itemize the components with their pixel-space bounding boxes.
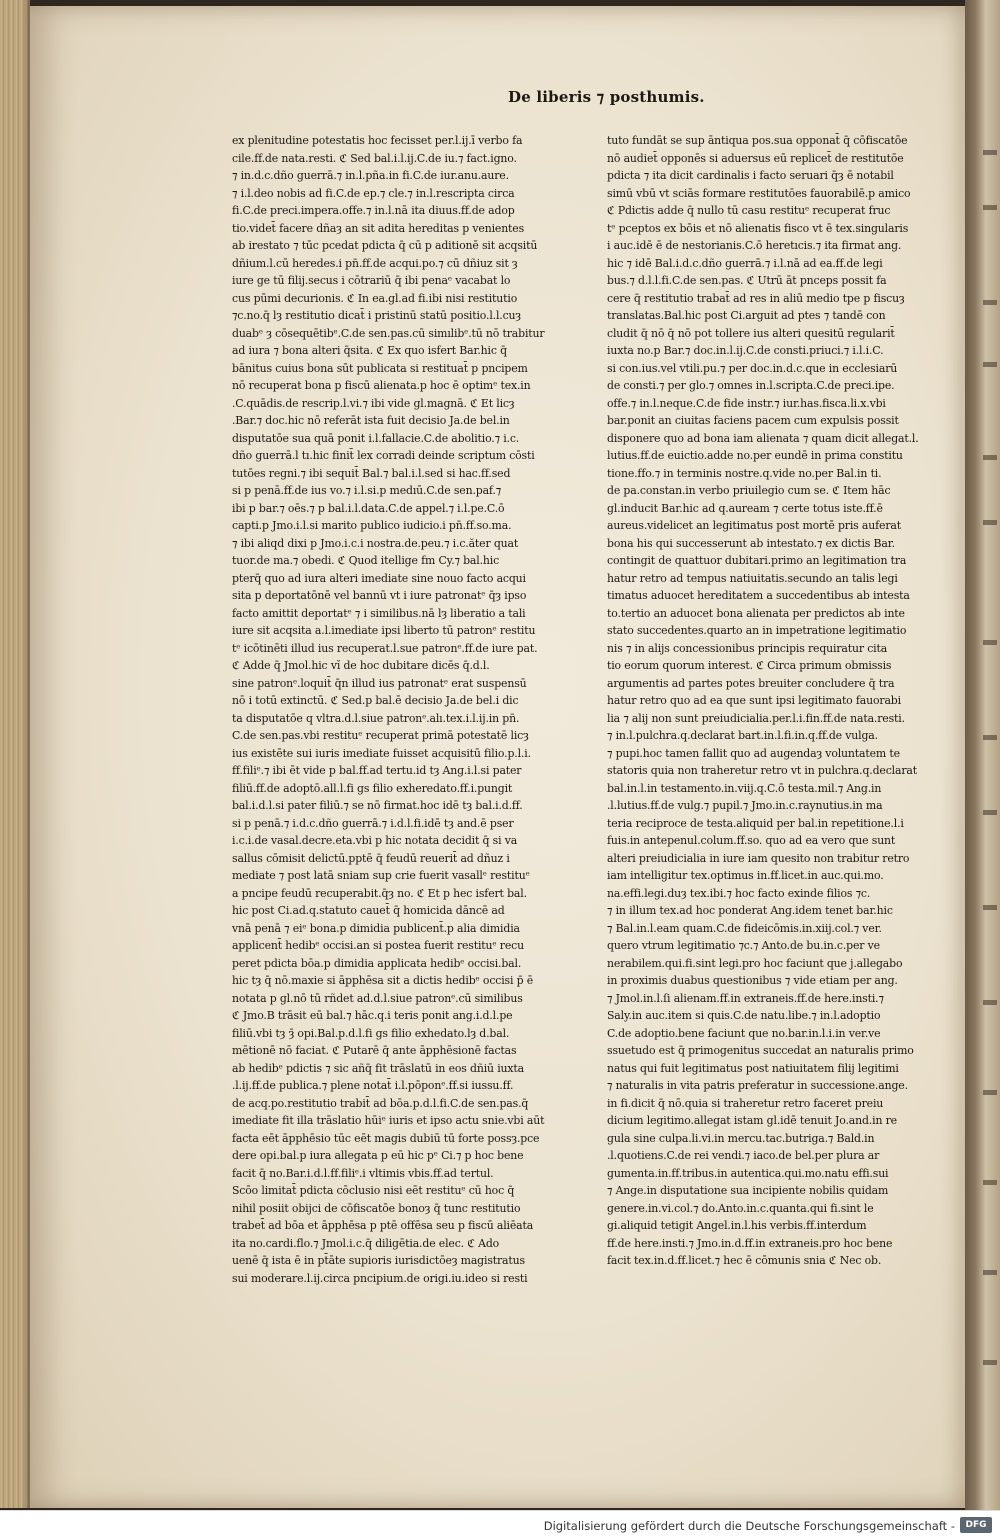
text-line: dere opi.bal.p iura allegata p eū hic pᵉ Ci.⁊ p hoc bene xyxy=(232,1149,524,1162)
text-line: capti.p Jmo.i.l.si marito publico iudicio.i pn̄.ff.so.ma. xyxy=(232,519,512,532)
text-line: contingit de quattuor dubitari.primo an legitimation tra xyxy=(607,554,907,567)
text-line: lia ⁊ alij non sunt preiudicialia.per.l.i.fin.ff.de nata.resti. xyxy=(607,711,905,725)
text-line: natus qui fuit legitimatus post natiuitatem filij legitimi xyxy=(607,1061,899,1075)
text-line: na.effi.legi.duȝ tex.ibi.⁊ hoc facto exinde filios ⁊c. xyxy=(607,886,871,900)
footer-bar xyxy=(0,1510,1000,1538)
text-line: imediate fit illa trāslatio hūiᵉ iuris et ipso actu snie.vbi aūt xyxy=(232,1114,545,1127)
text-line: bal.in.l.in testamento.in.viij.q.C.ō testa.mil.⁊ Ang.in xyxy=(607,781,882,795)
text-line: ab irestato ⁊ tūc pcedat pdicta q̄ cū p aditionē sit acqsitū xyxy=(232,239,538,252)
text-line: ⁊ i.l.deo nobis ad fi.C.de ep.⁊ cle.⁊ in.l.rescripta circa xyxy=(232,186,515,200)
text-line: cus pūmi decurionis. ℭ In ea.gl.ad fi.ibi nisi restitutio xyxy=(232,291,518,305)
text-line: bona his qui successerunt ab intestato.⁊ ex dictis Bar. xyxy=(607,536,895,550)
facing-page-edge xyxy=(965,0,1000,1510)
text-line: ⁊ pupi.hoc tamen fallit quo ad augendaȝ voluntatem te xyxy=(607,746,900,760)
text-line: i.c.i.de vasal.decre.eta.vbi p hic notata decidit q̄ si va xyxy=(232,834,518,847)
text-line: cludit q̄ nō q̄ nō pot tollere ius alteri quesitū regularit̄ xyxy=(607,326,895,340)
text-line: ff.filiᵉ.⁊ ibi ēt vide p bal.ff.ad tertu.id tȝ Ang.i.l.si pater xyxy=(232,764,522,777)
text-line: disponere quo ad bona iam alienata ⁊ quam dicit allegat.l. xyxy=(607,431,919,445)
text-line: ⁊ in illum tex.ad hoc ponderat Ang.idem tenet bar.hic xyxy=(607,904,893,917)
text-line: mētionē nō faciat. ℭ Putarē q̄ ante āpphēsionē factas xyxy=(232,1044,517,1057)
text-line: nihil posiit obijci de cōfiscatōe bonoȝ q̄ tunc restitutio xyxy=(232,1201,521,1215)
text-line: .Bar.⁊ doc.hic nō referāt ista fuit decisio Ja.de bel.in xyxy=(232,414,510,427)
text-line: .l.quotiens.C.de rei vendi.⁊ iaco.de bel.per plura ar xyxy=(607,1149,880,1162)
text-line: bānitus cuius bona sūt publicata si restituat̄ p pncipem xyxy=(232,361,528,375)
text-line: si p penā.⁊ i.d.c.dño guerrā.⁊ i.d.l.fi.idē tȝ and.ē pser xyxy=(232,816,514,830)
text-line: gula sine culpa.li.vi.in mercu.tac.butriga.⁊ Bald.in xyxy=(607,1131,875,1145)
text-line: Saly.in auc.item si quis.C.de natu.libe.⁊ in.l.adoptio xyxy=(607,1009,881,1022)
text-line: .l.lutius.ff.de vulg.⁊ pupil.⁊ Jmo.in.c.raynutius.in ma xyxy=(607,799,883,812)
text-line: nis ⁊ in alijs concessionibus principis requiratur cita xyxy=(607,641,888,655)
text-line: argumentis ad partes potes breuiter concludere q̄ tra xyxy=(607,676,895,690)
text-line: cile.ff.de nata.resti. ℭ Sed bal.i.l.ij.C.de iu.⁊ fact.igno. xyxy=(232,151,517,165)
text-line: C.de sen.pas.vbi restituᵉ recuperat primā potestatē licȝ xyxy=(232,729,529,742)
text-line: aureus.videlicet an legitimatus post mortē pris auferat xyxy=(607,519,901,532)
text-line: timatus aduocet hereditatem a succedentibus ab intesta xyxy=(607,589,910,602)
text-line: offe.⁊ in.l.neque.C.de fide instr.⁊ iur.has.fisca.li.x.vbi xyxy=(607,396,886,410)
text-line: facit q̄ no.Bar.i.d.l.ff.filiᵉ.i vltimis vbis.ff.ad tertul. xyxy=(232,1166,494,1180)
text-line: tutōes regni.⁊ ibi sequit̄ Bal.⁊ bal.i.l.sed si hac.ff.sed xyxy=(232,466,511,480)
text-line: ita no.cardi.flo.⁊ Jmol.i.c.q̄ diligētia.de elec. ℭ Ado xyxy=(232,1236,500,1250)
text-line: notata p gl.nō tū rñdet ad.d.l.siue patronᵉ.cū similibus xyxy=(232,991,523,1005)
text-line: filiū.ff.de adoptō.all.l.fi gs filio exheredato.ff.i.pungit xyxy=(232,781,513,795)
text-line: nerabilem.qui.fi.sint legi.pro hoc faciunt que j.allegabo xyxy=(607,956,903,970)
text-line: facta eēt āpphēsio tūc eēt magis dubiū tū forte possȝ.pce xyxy=(232,1131,540,1145)
text-line: ta disputatōe q vltra.d.l.siue patronᵉ.alı.tex.i.l.ij.in pn̄. xyxy=(232,711,520,725)
text-line: gi.aliquid tetigit Angel.in.l.his verbis.ff.interdum xyxy=(607,1219,867,1232)
text-line: ⁊ in.d.c.dño guerrā.⁊ in.l.pña.in fi.C.de iur.anu.aure. xyxy=(232,169,509,182)
text-line: ius existēte sui iuris imediate fuisset acquisitū filio.p.l.i. xyxy=(232,746,531,760)
page-edges xyxy=(0,0,30,1508)
text-line: fuis.in antepenul.colum.ff.so. quo ad ea vero que sunt xyxy=(607,834,896,847)
text-line: hatur retro ad tempus natiuitatis.secundo an talis legi xyxy=(607,571,898,585)
text-line: lutius.ff.de euictio.adde no.per eundē in prima constitu xyxy=(607,449,903,462)
text-line: ⁊ naturalis in vita patris preferatur in successione.ange. xyxy=(607,1079,908,1092)
text-line: iuxta no.p Bar.⁊ doc.in.l.ij.C.de consti.priuci.⁊ i.l.i.C. xyxy=(607,344,884,357)
text-line: facto amittit deportatᵉ ⁊ i similibus.nā lȝ liberatio a tali xyxy=(232,606,526,620)
text-line: de consti.⁊ per glo.⁊ omnes in.l.scripta.C.de preci.ipe. xyxy=(607,379,895,392)
text-line: si p penā.ff.de ius vo.⁊ i.l.si.p medıū.C.de sen.paf.⁊ xyxy=(232,484,502,497)
text-line: .l.ij.ff.de publica.⁊ plene notat̄ i.l.pōponᵉ.ff.si iussu.ff. xyxy=(232,1079,514,1092)
text-line: ℭ Pdictis adde q̄ nullo tū casu restituᵉ recuperat fruc xyxy=(607,204,891,217)
text-line: dñium.l.cū heredes.i pn̄.ff.de acqui.po.⁊ cū dñiuz sit ȝ xyxy=(232,256,518,270)
text-line: genere.in.vi.col.⁊ do.Anto.in.c.quanta.qui fi.sint le xyxy=(607,1201,874,1215)
text-line: tio eorum quorum interest. ℭ Circa primum obmissis xyxy=(607,659,892,672)
text-line: tio.videt̄ facere dñaȝ an sit adita hereditas p venientes xyxy=(232,221,525,235)
text-line: quero vtrum legitimatio ⁊c.⁊ Anto.de bu.in.c.per ve xyxy=(607,939,880,952)
text-line: mediate ⁊ post latā sniam sup crie fuerit vasallᵉ restituᵉ xyxy=(232,869,530,882)
text-line: facit tex.in.d.ff.licet.⁊ hec ē cōmunis snia ℭ Nec ob. xyxy=(607,1254,882,1267)
text-line: ⁊ in.l.pulchra.q.declarat bart.in.l.fi.in.q.ff.de vulga. xyxy=(607,729,878,742)
text-line: ff.de here.insti.⁊ Jmo.in.d.ff.in extraneis.pro hoc bene xyxy=(607,1236,893,1250)
text-line: bar.ponit an ciuitas faciens pacem cum expulsis possit xyxy=(607,414,899,427)
text-line: dño guerrā.l tı.hic finit̄ lex corradi deinde scriptum cōsti xyxy=(232,449,535,462)
text-line: bus.⁊ d.l.l.fi.C.de sen.pas. ℭ Utrū āt pnceps possit fa xyxy=(607,274,887,287)
text-line: ab hedibᵉ pdictis ⁊ sic añq̄ fit trāslatū in eos dñiū iuxta xyxy=(232,1061,524,1075)
text-line: peret pdicta bōa.p dimidia applicata hedibᵉ occisi.bal. xyxy=(232,956,522,970)
text-line: disputatōe sua quā ponit i.l.fallacie.C.de abolitio.⁊ i.c. xyxy=(232,431,520,445)
text-line: ex plenitudine potestatis hoc fecisset per.l.ij.ī verbo fa xyxy=(232,134,523,147)
text-line: iure sit acqsita a.l.imediate ipsi liberto tū patronᵉ restitu xyxy=(232,624,536,637)
text-line: a pncipe feudū recuperabit.q̄ȝ no. ℭ Et p hec isfert bal. xyxy=(232,886,527,900)
text-line: iam intelligitur tex.optimus in.ff.licet.in auc.qui.mo. xyxy=(607,869,884,882)
text-line: sine patronᵉ.loquit̄ q̄n illud ius patronatᵉ erat suspensū xyxy=(232,676,527,690)
text-line: ibi p bar.⁊ oēs.⁊ p bal.i.l.data.C.de appel.⁊ i.l.pe.C.ō xyxy=(232,501,505,515)
text-line: tione.ffo.⁊ in terminis nostre.q.vide no.per Bal.in ti. xyxy=(607,466,882,480)
text-line: ad iura ⁊ bona alteri q̄sita. ℭ Ex quo isfert Bar.hic q̄ xyxy=(232,344,507,357)
text-line: ⁊ Ange.in disputatione sua incipiente nobilis quidam xyxy=(607,1184,889,1197)
text-line: tᵉ pceptos ex bōis et nō alienatis fisco vt ē tex.singularis xyxy=(607,221,909,235)
text-line: hic tȝ q̄ nō.maxie si āpphēsa sit a dictis hedibᵉ occisi p̄ ē xyxy=(232,974,534,987)
text-line: bal.i.d.l.si pater filiū.⁊ se nō firmat.hoc idē tȝ bal.i.d.ff. xyxy=(232,799,523,812)
text-line: stato succedentes.quarto an in impetratione legitimatio xyxy=(607,624,907,637)
text-line: duabᵉ ȝ cōsequētibᵉ.C.de sen.pas.cū simılibᵉ.tū nō trabitur xyxy=(232,326,545,340)
text-line: alteri preiudicialia in iure iam quesito non trabitur retro xyxy=(607,851,910,865)
text-line: vnā penā ⁊ eiᵉ bona.p dimidia publicent̄.p alia dimidia xyxy=(232,921,520,935)
text-line: iure ge tū filij.secus i cōtrariū q̄ ibi penaᵉ vacabat lo xyxy=(232,274,511,287)
text-line: C.de adoptio.bene faciunt que no.bar.in.l.i.in ver.ve xyxy=(607,1026,881,1040)
text-line: trabet̄ ad bōa et āpphēsa p ptē offēsa seu p fiscū aliēata xyxy=(232,1219,534,1232)
text-line: nō audiet̄ opponēs si aduersus eū replicet̄ de restitutōe xyxy=(607,151,904,165)
text-line: ℭ Jmo.B trāsit eū bal.⁊ hāc.q.i teris ponit ang.i.d.l.pe xyxy=(232,1009,513,1022)
dfg-logo: DFG xyxy=(960,1517,992,1533)
text-line: ⁊ Jmol.in.l.ſi alienam.ff.in extraneis.ff.de here.insti.⁊ xyxy=(607,991,884,1005)
text-line: dicium legitimo.allegat istam gl.idē tenuit Jo.and.in re xyxy=(607,1114,897,1127)
text-line: uenē q̄ ista ē in pt̄āte supioris iurisdictōeȝ magistratus xyxy=(232,1254,525,1267)
text-line: gumenta.in.ff.tribus.in autentica.qui.mo.natu effi.sui xyxy=(607,1166,889,1180)
text-line: tuor.de ma.⁊ obedi. ℭ Quod itellige fm Cy.⁊ bal.hic xyxy=(232,554,500,567)
text-line: de acq.po.restitutio trabit̄ ad bōa.p.d.l.fi.C.de sen.pas.q̄ xyxy=(232,1096,529,1110)
text-line: fi.C.de preci.impera.offe.⁊ in.l.nā ita diuus.ff.de adop xyxy=(232,204,515,217)
text-line: cere q̄ restitutio trabat̄ ad res in aliū medio tpe p fiscuȝ xyxy=(607,291,905,305)
text-line: ⁊ ibi aliqd dixi p Jmo.i.c.i nostra.de.peu.⁊ i.c.ăter quat xyxy=(232,536,519,550)
text-line: tuto fundāt se sup āntiqua pos.sua opponat̄ q̄ cōfiscatōe xyxy=(607,134,908,147)
text-line: hic ⁊ idē Bal.i.d.c.dño guerrā.⁊ i.l.nā ad ea.ff.de legi xyxy=(607,256,883,270)
text-line: i auc.idē ē de nestorianis.C.ō heretıcis.⁊ ita firmat ang. xyxy=(607,239,902,252)
text-line: translatas.Bal.hic post Ci.arguit ad ptes ⁊ tandē con xyxy=(607,309,886,322)
left-text-column xyxy=(232,132,547,1287)
text-line: tᵉ icōtinēti illud ius recuperat.l.sue patronᵉ.ff.de iure pat. xyxy=(232,641,538,655)
text-line: simū vbū vt sciās formare restitutōes fauorabilē.p amico xyxy=(607,186,911,200)
funding-notice: Digitalisierung gefördert durch die Deutsche Forschungsgemeinschaft - xyxy=(543,1519,955,1533)
text-line: si con.ius.vel vtili.pu.⁊ per doc.in.d.c.que in ecclesiarū xyxy=(607,361,898,375)
text-line: hic post Ci.ad.q.statuto cauet̄ q̄ homicida dāncē ad xyxy=(232,904,505,917)
text-line: applicent̄ hedibᵉ occisi.an si postea fuerit restituᵉ recu xyxy=(232,939,524,952)
text-line: ℭ Adde q̄ Jmol.hic vı̆ de hoc dubitare dicēs q̄.d.l. xyxy=(232,659,490,672)
text-line: sallus cōmisit delictū.pptē q̄ feudū reuerit̄ ad dñuz i xyxy=(232,851,510,865)
text-line: statoris quia non traheretur retro vt in pulchra.q.declarat xyxy=(607,764,917,777)
text-line: ⁊ Bal.in.l.eam quam.C.de fideicōmis.in.xiij.col.⁊ ver. xyxy=(607,921,882,935)
text-line: sui moderare.l.ij.circa pncipium.de origi.iu.ideo si resti xyxy=(232,1271,528,1285)
text-line: nō recuperat bona p fiscū alienata.p hoc ē optimᵉ tex.in xyxy=(232,379,531,392)
text-line: in proximis duabus questionibus ⁊ vide etiam per ang. xyxy=(607,974,898,987)
text-line: pdicta ⁊ ita dicit cardinalis i facto seruari q̄ȝ ē notabil xyxy=(607,169,894,182)
text-line: ssuetudo est q̄ primogenitus succedat an naturalis primo xyxy=(607,1044,914,1057)
text-line: ⁊c.no.q̄ lȝ restitutio dicat̄ i pristinū statū positio.l.l.cuȝ xyxy=(232,309,521,322)
running-header: De liberis ⁊ posthumis. xyxy=(508,88,705,106)
text-line: hatur retro quo ad ea que sunt ipsi legitimato fauorabi xyxy=(607,694,901,707)
text-line: sita p deportatōnē vel bannū vt i iure patronatᵉ q̄ȝ ipso xyxy=(232,589,527,602)
text-line: nō i totū extinctū. ℭ Sed.p bal.ē decisio Ja.de bel.i dic xyxy=(232,694,519,707)
text-line: .C.quādis.de rescrip.l.vi.⁊ ibi vide gl.magnā. ℭ Et licȝ xyxy=(232,396,515,410)
right-text-column xyxy=(607,132,937,1270)
text-line: Scōo limitat̄ pdicta cōclusio nisi eēt restituᵉ cū hoc q̄ xyxy=(232,1184,515,1197)
text-line: de pa.constan.in verbo priuilegio cum se. ℭ Item hāc xyxy=(607,484,891,497)
text-line: pterq̄ quo ad iura alteri imediate sine nouo facto acqui xyxy=(232,571,526,585)
text-line: in fi.dicit q̄ nō.quia si traheretur retro faceret preiu xyxy=(607,1096,884,1110)
text-line: gl.inducit Bar.hic ad q.auream ⁊ certe totus iste.ff.ē xyxy=(607,501,883,515)
text-line: to.tertio an aduocet bona alienata per predictos ab inte xyxy=(607,606,905,620)
text-line: teria reciproce de testa.aliquid per bal.in repetitione.l.i xyxy=(607,816,904,830)
text-line: filiū.vbi tȝ ȝ̄ opi.Bal.p.d.l.fi gs filio exhedato.lȝ d.bal. xyxy=(232,1026,510,1040)
